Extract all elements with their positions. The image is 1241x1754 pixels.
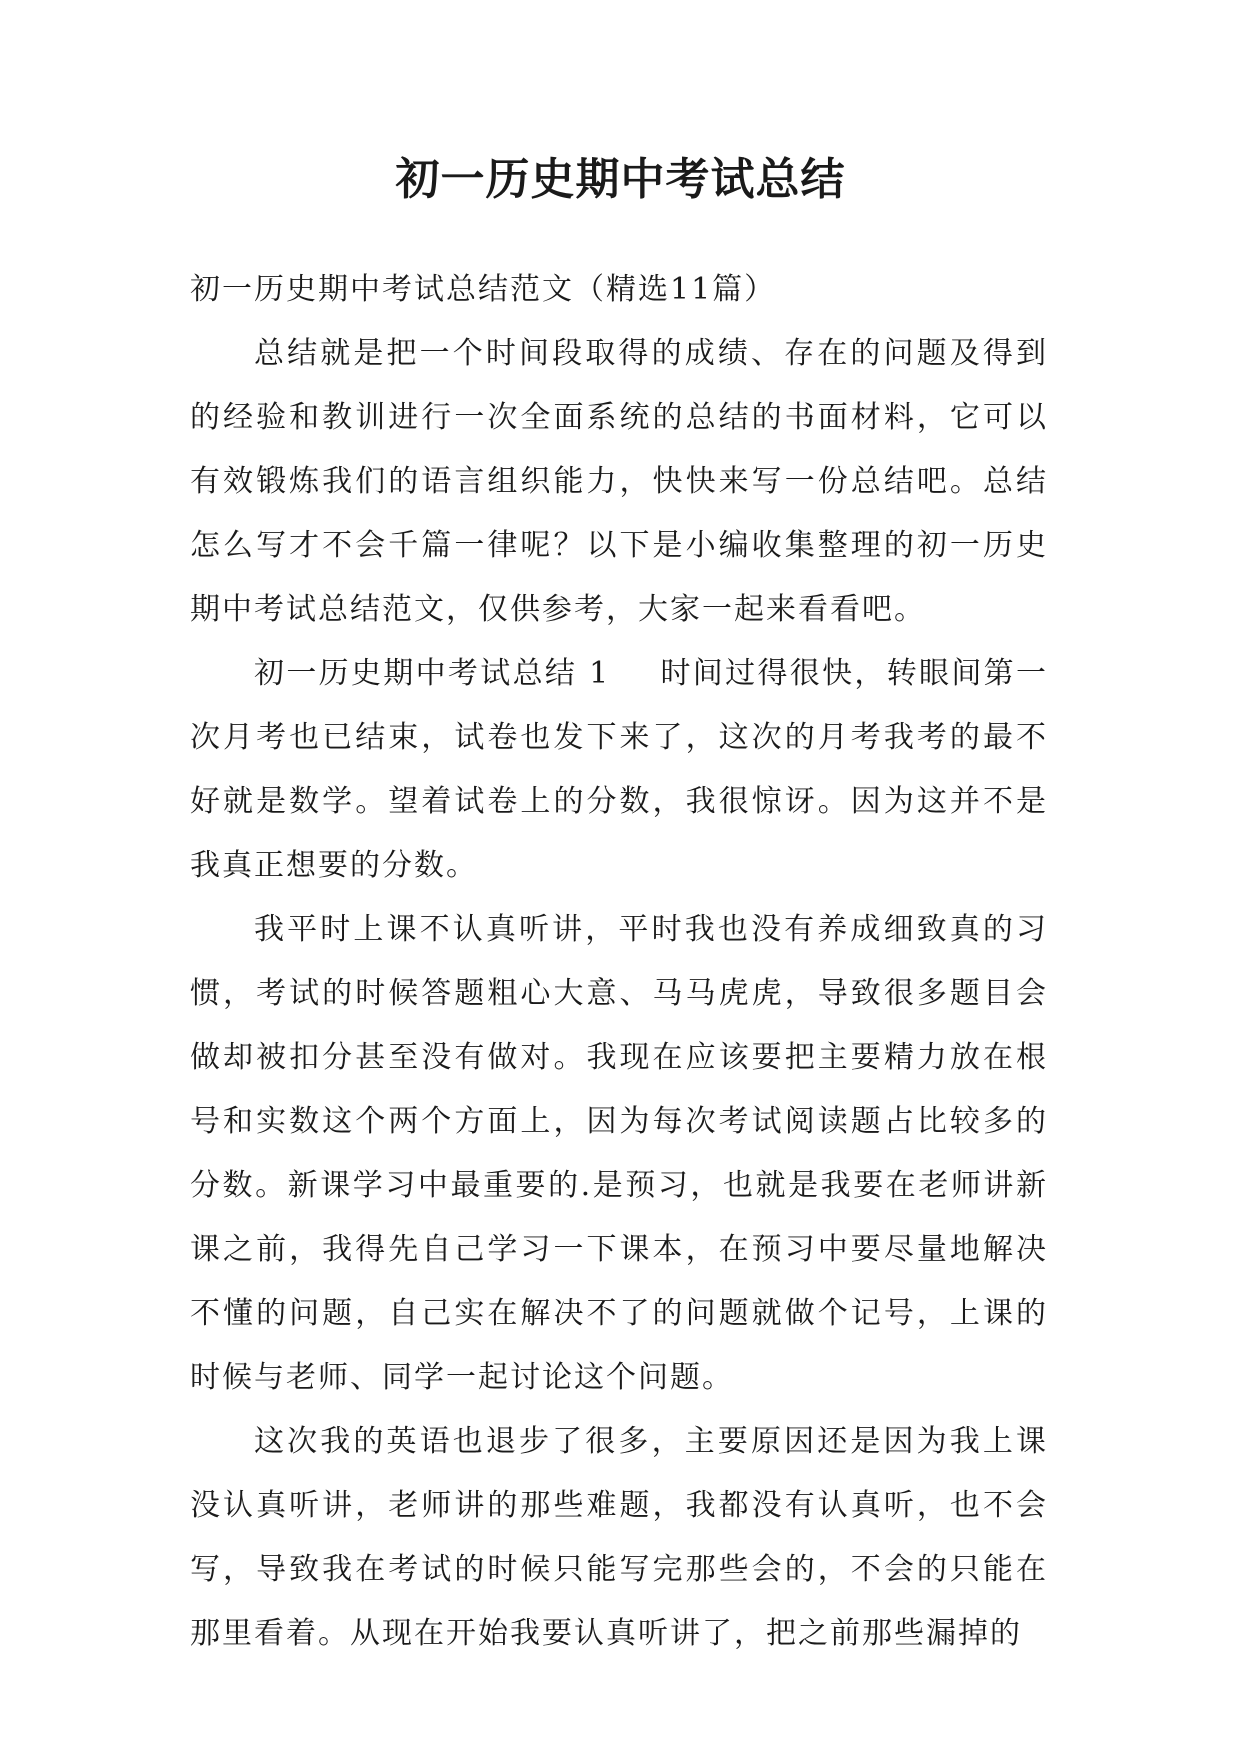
section-1-text: 时间过得很快，转眼间第一次月考也已结束，试卷也发下来了，这次的月考我考的最不好就是数学。望着试卷上的分数，我很惊讶。因为这并不是我真正想要的分数。 — [190, 656, 1049, 883]
intro-paragraph: 总结就是把一个时间段取得的成绩、存在的问题及得到的经验和教训进行一次全面系统的总结的书面材料，它可以有效锻炼我们的语言组织能力，快快来写一份总结吧。总结怎么写才不会千篇一律呢？以下是小编收集整理的初一历史期中考试总结范文，仅供参考，大家一起来看看吧。 — [190, 336, 1048, 627]
section-heading: 初一历史期中考试总结 1 — [254, 656, 611, 691]
body-paragraph-3: 这次我的英语也退步了很多，主要原因还是因为我上课没认真听讲，老师讲的那些难题，我都没有认真听，也不会写，导致我在考试的时候只能写完那些会的，不会的只能在那里看着。从现在开始我要认真听讲了，把之前那些漏掉的 — [190, 1424, 1048, 1651]
section-1-paragraph — [190, 642, 1048, 898]
document-body — [190, 258, 1048, 1666]
body-paragraph-2: 我平时上课不认真听讲，平时我也没有养成细致真的习惯，考试的时候答题粗心大意、马马虎虎，导致很多题目会做却被扣分甚至没有做对。我现在应该要把主要精力放在根号和实数这个两个方面上，因为每次考试阅读题占比较多的分数。新课学习中最重要的.是预习，也就是我要在老师讲新课之前，我得先自己学习一下课本，在预习中要尽量地解决不懂的问题，自己实在解决不了的问题就做个记号，上课的时候与老师、同学一起讨论这个问题。 — [190, 912, 1048, 1395]
document-title: 初一历史期中考试总结 — [395, 154, 846, 205]
document-subtitle: 初一历史期中考试总结范文（精选11篇） — [190, 272, 777, 307]
